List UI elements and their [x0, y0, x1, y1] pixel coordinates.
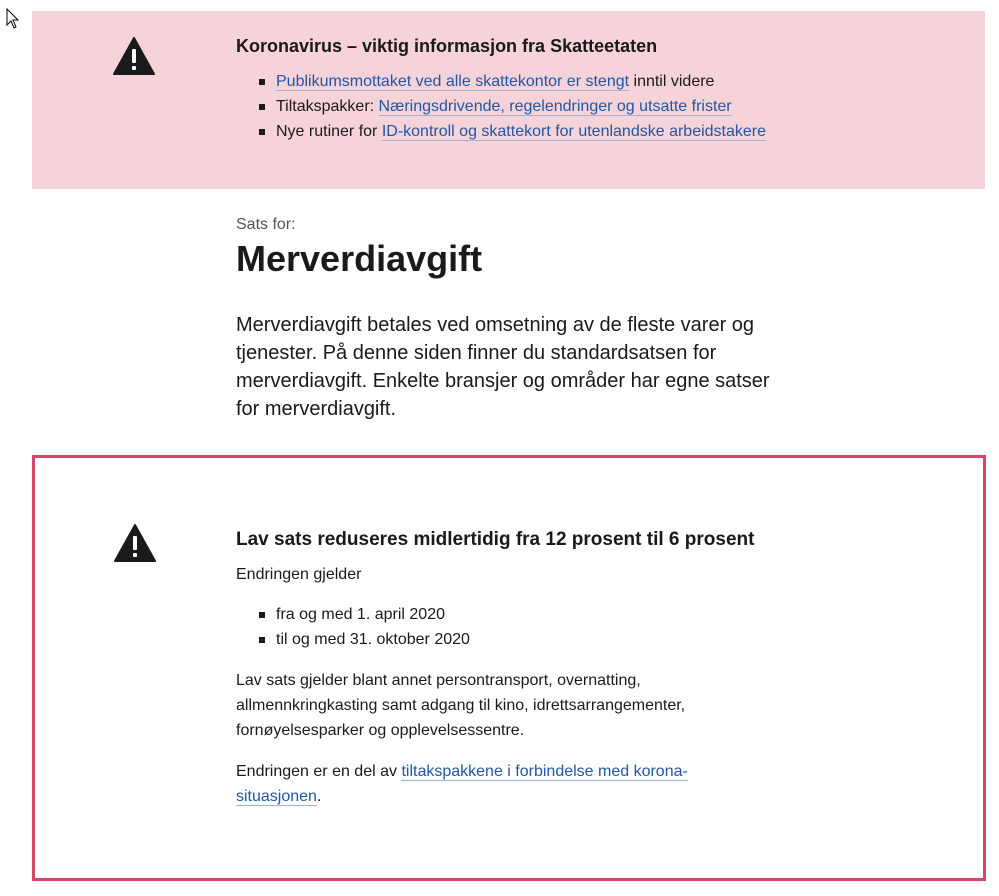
- intro-text: Merverdiavgift betales ved omsetning av de fleste varer og tjenester. På denne siden finner du standardsatsen for merverdiavgift. Enkelte bransjer og områder har egne satser for merverdiavgift.: [236, 314, 770, 420]
- list-item: [276, 69, 796, 94]
- publikumsmottak-link[interactable]: Publikumsmottaket ved alle skattekontor er stengt: [276, 73, 630, 90]
- footer-suffix: .: [316, 788, 322, 805]
- warning-icon: [112, 36, 156, 76]
- list-item: fra og med 1. april 2020: [276, 602, 796, 627]
- tiltakspakkene-link[interactable]: tiltakspakkene i forbindelse med korona-situasjonen: [236, 763, 688, 805]
- notice-subtitle: Endringen gjelder: [236, 566, 362, 583]
- warning-icon: [113, 523, 157, 563]
- list-item: til og med 31. oktober 2020: [276, 627, 796, 652]
- covid-info-banner: [32, 11, 985, 189]
- list-item: [276, 119, 796, 144]
- naeringsdrivende-link[interactable]: Næringsdrivende, regelendringer og utsatte frister: [378, 98, 732, 115]
- banner-list: [236, 69, 796, 144]
- notice-paragraph: Lav sats gjelder blant annet persontransport, overnatting, allmennkringkasting samt adgang til kino, idrettsarrangementer, fornøyelsesparker og opplevelsessentre.: [236, 672, 686, 739]
- footer-prefix: Endringen er en del av: [236, 763, 402, 780]
- list-item: [276, 94, 796, 119]
- mouse-cursor-icon: [6, 8, 20, 30]
- page-title: Merverdiavgift: [236, 238, 483, 279]
- banner-title: Koronavirus – viktig informasjon fra Skatteetaten: [236, 36, 658, 56]
- sats-label: Sats for:: [236, 216, 296, 233]
- notice-box: [32, 455, 986, 881]
- list-item-prefix: Nye rutiner for: [276, 123, 382, 140]
- notice-title: Lav sats reduseres midlertidig fra 12 prosent til 6 prosent: [236, 529, 755, 550]
- notice-footer: [236, 759, 736, 809]
- notice-content: [236, 528, 796, 809]
- banner-content: [236, 35, 796, 144]
- id-kontroll-link[interactable]: ID-kontroll og skattekort for utenlandske arbeidstakere: [381, 123, 767, 140]
- list-item-prefix: Tiltakspakker:: [276, 98, 379, 115]
- list-item-suffix: inntil videre: [629, 73, 715, 90]
- notice-date-list: [236, 602, 796, 652]
